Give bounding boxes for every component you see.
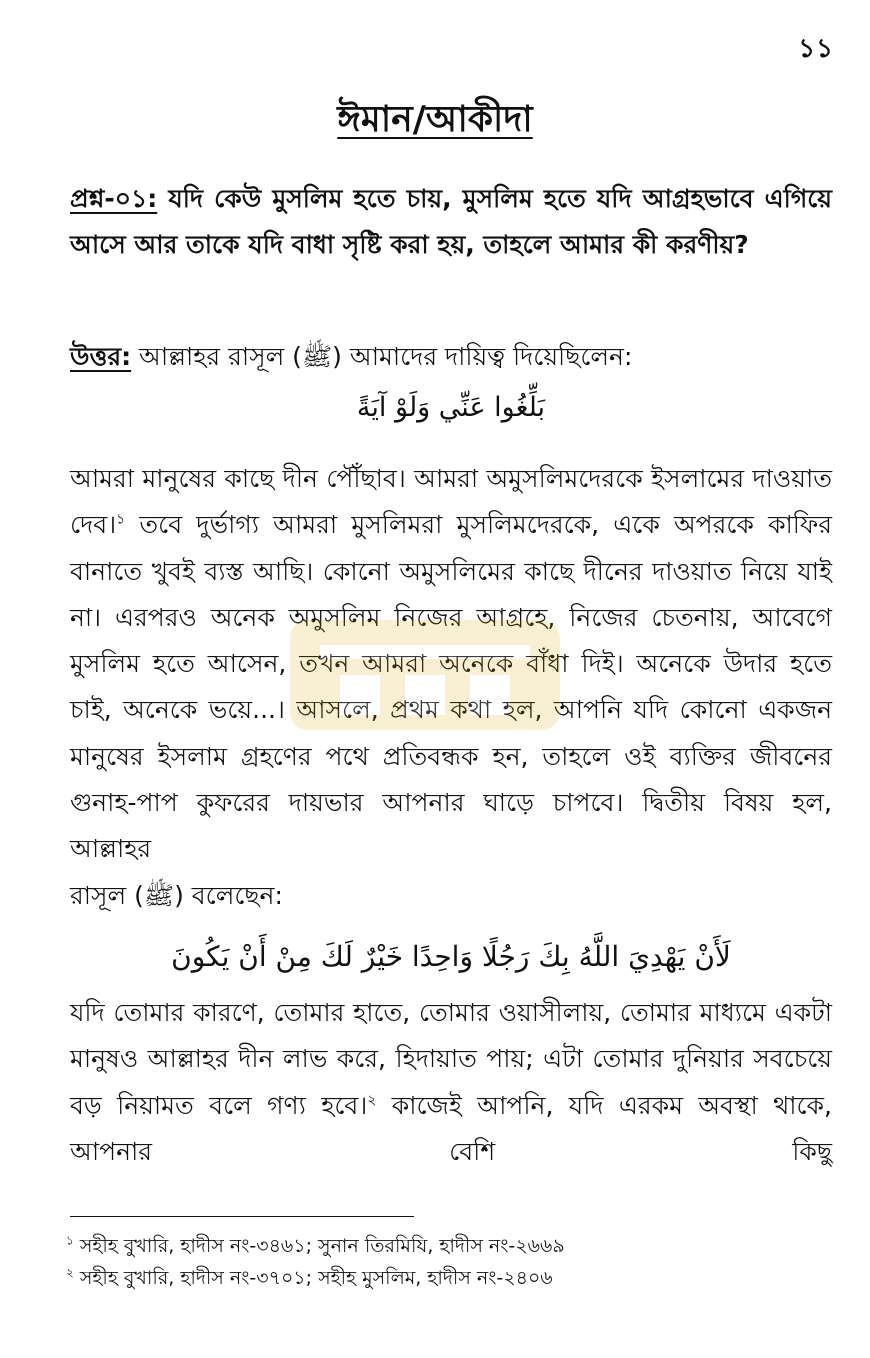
answer-text: আল্লাহর রাসূল (ﷺ) আমাদের দায়িত্ব দিয়েছিলেন: — [131, 342, 633, 371]
footnote-ref-1[interactable]: ১ — [116, 511, 126, 528]
question-text: যদি কেউ মুসলিম হতে চায়, মুসলিম হতে যদি আগ্রহভাবে এগিয়ে আসে আর তাকে যদি বাধা সৃষ্টি করা হয়, তাহলে আমার কী করণীয়? — [70, 184, 832, 259]
question-label: প্রশ্ন-০১: — [70, 184, 158, 213]
arabic-hadith-1: بَلِّغُوا عَنِّي وَلَوْ آيَةً — [356, 392, 546, 423]
footnotes — [66, 1230, 836, 1294]
para-1-text-b: তবে দুর্ভাগ্য আমরা মুসলিমরা মুসলিমদেরকে, একে অপরকে কাফির বানাতে খুবই ব্যস্ত আছি। কোনো অমুসলিমের কাছে দীনের দাওয়াত নিয়ে যাই না। এরপরও অনেক অমুসলিম নিজের আগ্রহে, নিজের চেতনায়, আবেগে মুসলিম হতে আসেন, তখন আমরা অনেকে বাঁধা দিই। অনেকে উদার হতে চাই, অনেকে ভয়ে...। আসলে, প্রথম কথা হল, আপনি যদি কোনো একজন মানুষের ইসলাম গ্রহণের পথে প্রতিবন্ধক হন, তাহলে ওই ব্যক্তির জীবনের গুনাহ-পাপ কুফরের দায়ভার আপনার ঘাড়ে চাপবে। দ্বিতীয় বিষয় হল, আল্লাহর — [70, 510, 832, 864]
body-paragraph-1 — [70, 456, 832, 919]
question-block — [70, 176, 832, 268]
body-paragraph-2 — [70, 990, 832, 1175]
footnote-ref-2[interactable]: ২ — [367, 1092, 377, 1109]
para-1-text-a: আমরা মানুষের কাছে দীন পৌঁছাব। আমরা অমুসলিমদেরকে ইসলামের দাওয়াত দেব। — [70, 464, 832, 540]
chapter-title-text: ঈমান/আকীদা — [337, 99, 533, 140]
footnote-1-text: সহীহ বুখারি, হাদীস নং-৩৪৬১; সুনান তিরমিযি, হাদীস নং-২৬৬৯ — [73, 1235, 565, 1257]
para-1-last-line: রাসূল (ﷺ) বলেছেন: — [70, 880, 283, 910]
arabic-hadith-2: لَأَنْ يَهْدِيَ اللَّهُ بِكَ رَجُلًا وَاحِدًا خَيْرٌ لَكَ مِنْ أَنْ يَكُونَ — [171, 940, 731, 973]
answer-intro — [70, 334, 832, 380]
footnote-1-number: ১ — [66, 1233, 74, 1248]
footnote-divider — [70, 1216, 414, 1217]
footnote-2-text: সহীহ বুখারি, হাদীস নং-৩৭০১; সহীহ মুসলিম, হাদীস নং-২৪০৬ — [73, 1267, 553, 1289]
footnote-2-number: ২ — [66, 1265, 74, 1280]
answer-label: উত্তর: — [70, 342, 132, 371]
para-2-text-b: কাজেই আপনি, যদি এরকম অবস্থা থাকে, আপনার বেশি কিছু — [70, 1090, 832, 1166]
para-2-text-a: যদি তোমার কারণে, তোমার হাতে, তোমার ওয়াসীলায়, তোমার মাধ্যমে একটা মানুষও আল্লাহর দীন লাভ করে, হিদায়াত পায়; এটা তোমার দুনিয়ার সবচেয়ে বড় নিয়ামত বলে গণ্য হবে। — [70, 998, 832, 1120]
page-number: ১১ — [798, 34, 834, 64]
chapter-title — [0, 92, 870, 152]
footnote-2 — [66, 1262, 836, 1294]
footnote-1 — [66, 1230, 836, 1262]
